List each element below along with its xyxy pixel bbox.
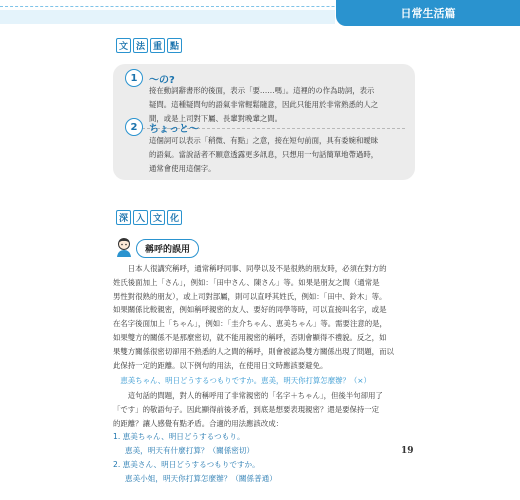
text-line: 這個詞可以表示「稍微、有點」之意，接在短句前面，具有委婉和曖昧 bbox=[149, 136, 379, 145]
chapter-tab: 日常生活篇 bbox=[336, 0, 520, 26]
label-char: 文 bbox=[150, 210, 165, 225]
example-japanese: 恵美ちゃん、明日どうするつもり。 bbox=[122, 432, 245, 441]
number-badge: 2 bbox=[125, 118, 143, 136]
text-line: 「です」的敬語句子。因此顯得前後矛盾，到底是想要表現親密？還是要保持一定 bbox=[113, 404, 380, 414]
text-line: 男性對很熟的朋友），或上司對部屬，則可以直呼其姓氏，例如：「田中、鈴木」等。 bbox=[113, 291, 387, 301]
grammar-box bbox=[113, 64, 415, 180]
page-number: 19 bbox=[401, 446, 414, 456]
culture-subtitle: 稱呼的誤用 bbox=[136, 239, 199, 258]
example-jp bbox=[113, 458, 415, 472]
label-char: 法 bbox=[133, 38, 148, 53]
text-line: 這句話的問題，對人的稱呼用了非常親密的「名字＋ちゃん」，但後半句卻用了 bbox=[127, 391, 383, 400]
text-line: 通常會使用這個字。 bbox=[149, 164, 216, 173]
text-line: 果雙方關係很密切卻用不熟悉的人之間的稱呼，則會被認為雙方關係出現了問題，而以 bbox=[113, 346, 394, 356]
example-number: 2. bbox=[113, 460, 121, 469]
grammar-text bbox=[149, 134, 401, 176]
example-number: 1. bbox=[113, 432, 121, 441]
correction-example bbox=[113, 458, 415, 485]
label-char: 重 bbox=[150, 38, 165, 53]
text-line: 在名字後面加上「ちゃん」，例如：「圭介ちゃん、恵美ちゃん」等。需要注意的是， bbox=[113, 319, 387, 329]
culture-paragraph-2 bbox=[113, 389, 415, 430]
example-translation: 恵美，明天有什麼打算？（關係密切） bbox=[125, 445, 255, 455]
label-char: 深 bbox=[116, 210, 131, 225]
example-jp bbox=[113, 430, 415, 444]
grammar-section-label bbox=[116, 38, 182, 53]
culture-section-label bbox=[116, 210, 182, 225]
header-band bbox=[0, 10, 335, 24]
example-japanese: 恵美さん、明日どうするつもりですか。 bbox=[122, 460, 260, 469]
label-char: 化 bbox=[167, 210, 182, 225]
text-line: 間，或是上司對下屬、長輩對晚輩之間。 bbox=[149, 114, 283, 123]
text-line: 的距離？讓人感覺有點矛盾。合適的用法應該改成： bbox=[113, 418, 283, 428]
text-line: 如果關係比較親密，例如稱呼親密的友人、要好的同學等時，可以直接叫名字，或是 bbox=[113, 305, 387, 315]
text-line: 接在動詞辭書形的後面，表示「要……嗎」。這裡的の作為助詞，表示 bbox=[149, 86, 375, 95]
text-line: 的語氣。當說話者不願意透露更多訊息，只想用一句話簡單地帶過時， bbox=[149, 150, 379, 159]
text-line: 日本人很講究稱呼，通常稱呼同事、同學以及不是很熟的朋友時，必須在對方的 bbox=[127, 264, 387, 273]
grammar-title: ちょっと〜 bbox=[149, 124, 199, 135]
grammar-title: 〜の? bbox=[149, 75, 175, 86]
text-line: 疑問。這種疑問句的語氣非常輕鬆隨意，因此只能用於非常熟悉的人之 bbox=[149, 100, 379, 109]
label-char: 文 bbox=[116, 38, 131, 53]
culture-paragraph-1 bbox=[113, 262, 415, 372]
label-char: 入 bbox=[133, 210, 148, 225]
correction-example bbox=[113, 430, 415, 457]
label-char: 點 bbox=[167, 38, 182, 53]
text-line: 此保持一定的距離。以下例句的用法，在使用日文時應該要避免。 bbox=[113, 360, 328, 370]
number-badge: 1 bbox=[125, 69, 143, 87]
text-line: 如果雙方的關係不是那麼密切，就不能用親密的稱呼，否則會顯得不禮貌。反之，如 bbox=[113, 332, 387, 342]
text-line: 姓氏後面加上「さん」，例如：「田中さん、陳さん」等。如果是朋友之間（通常是 bbox=[113, 277, 380, 287]
person-icon bbox=[113, 236, 135, 258]
wrong-example: 恵美ちゃん、明日どうするつもりですか。恵美，明天你打算怎麼辦？（×） bbox=[120, 376, 371, 385]
example-translation: 恵美小姐，明天你打算怎麼辦？（關係普通） bbox=[125, 473, 277, 483]
